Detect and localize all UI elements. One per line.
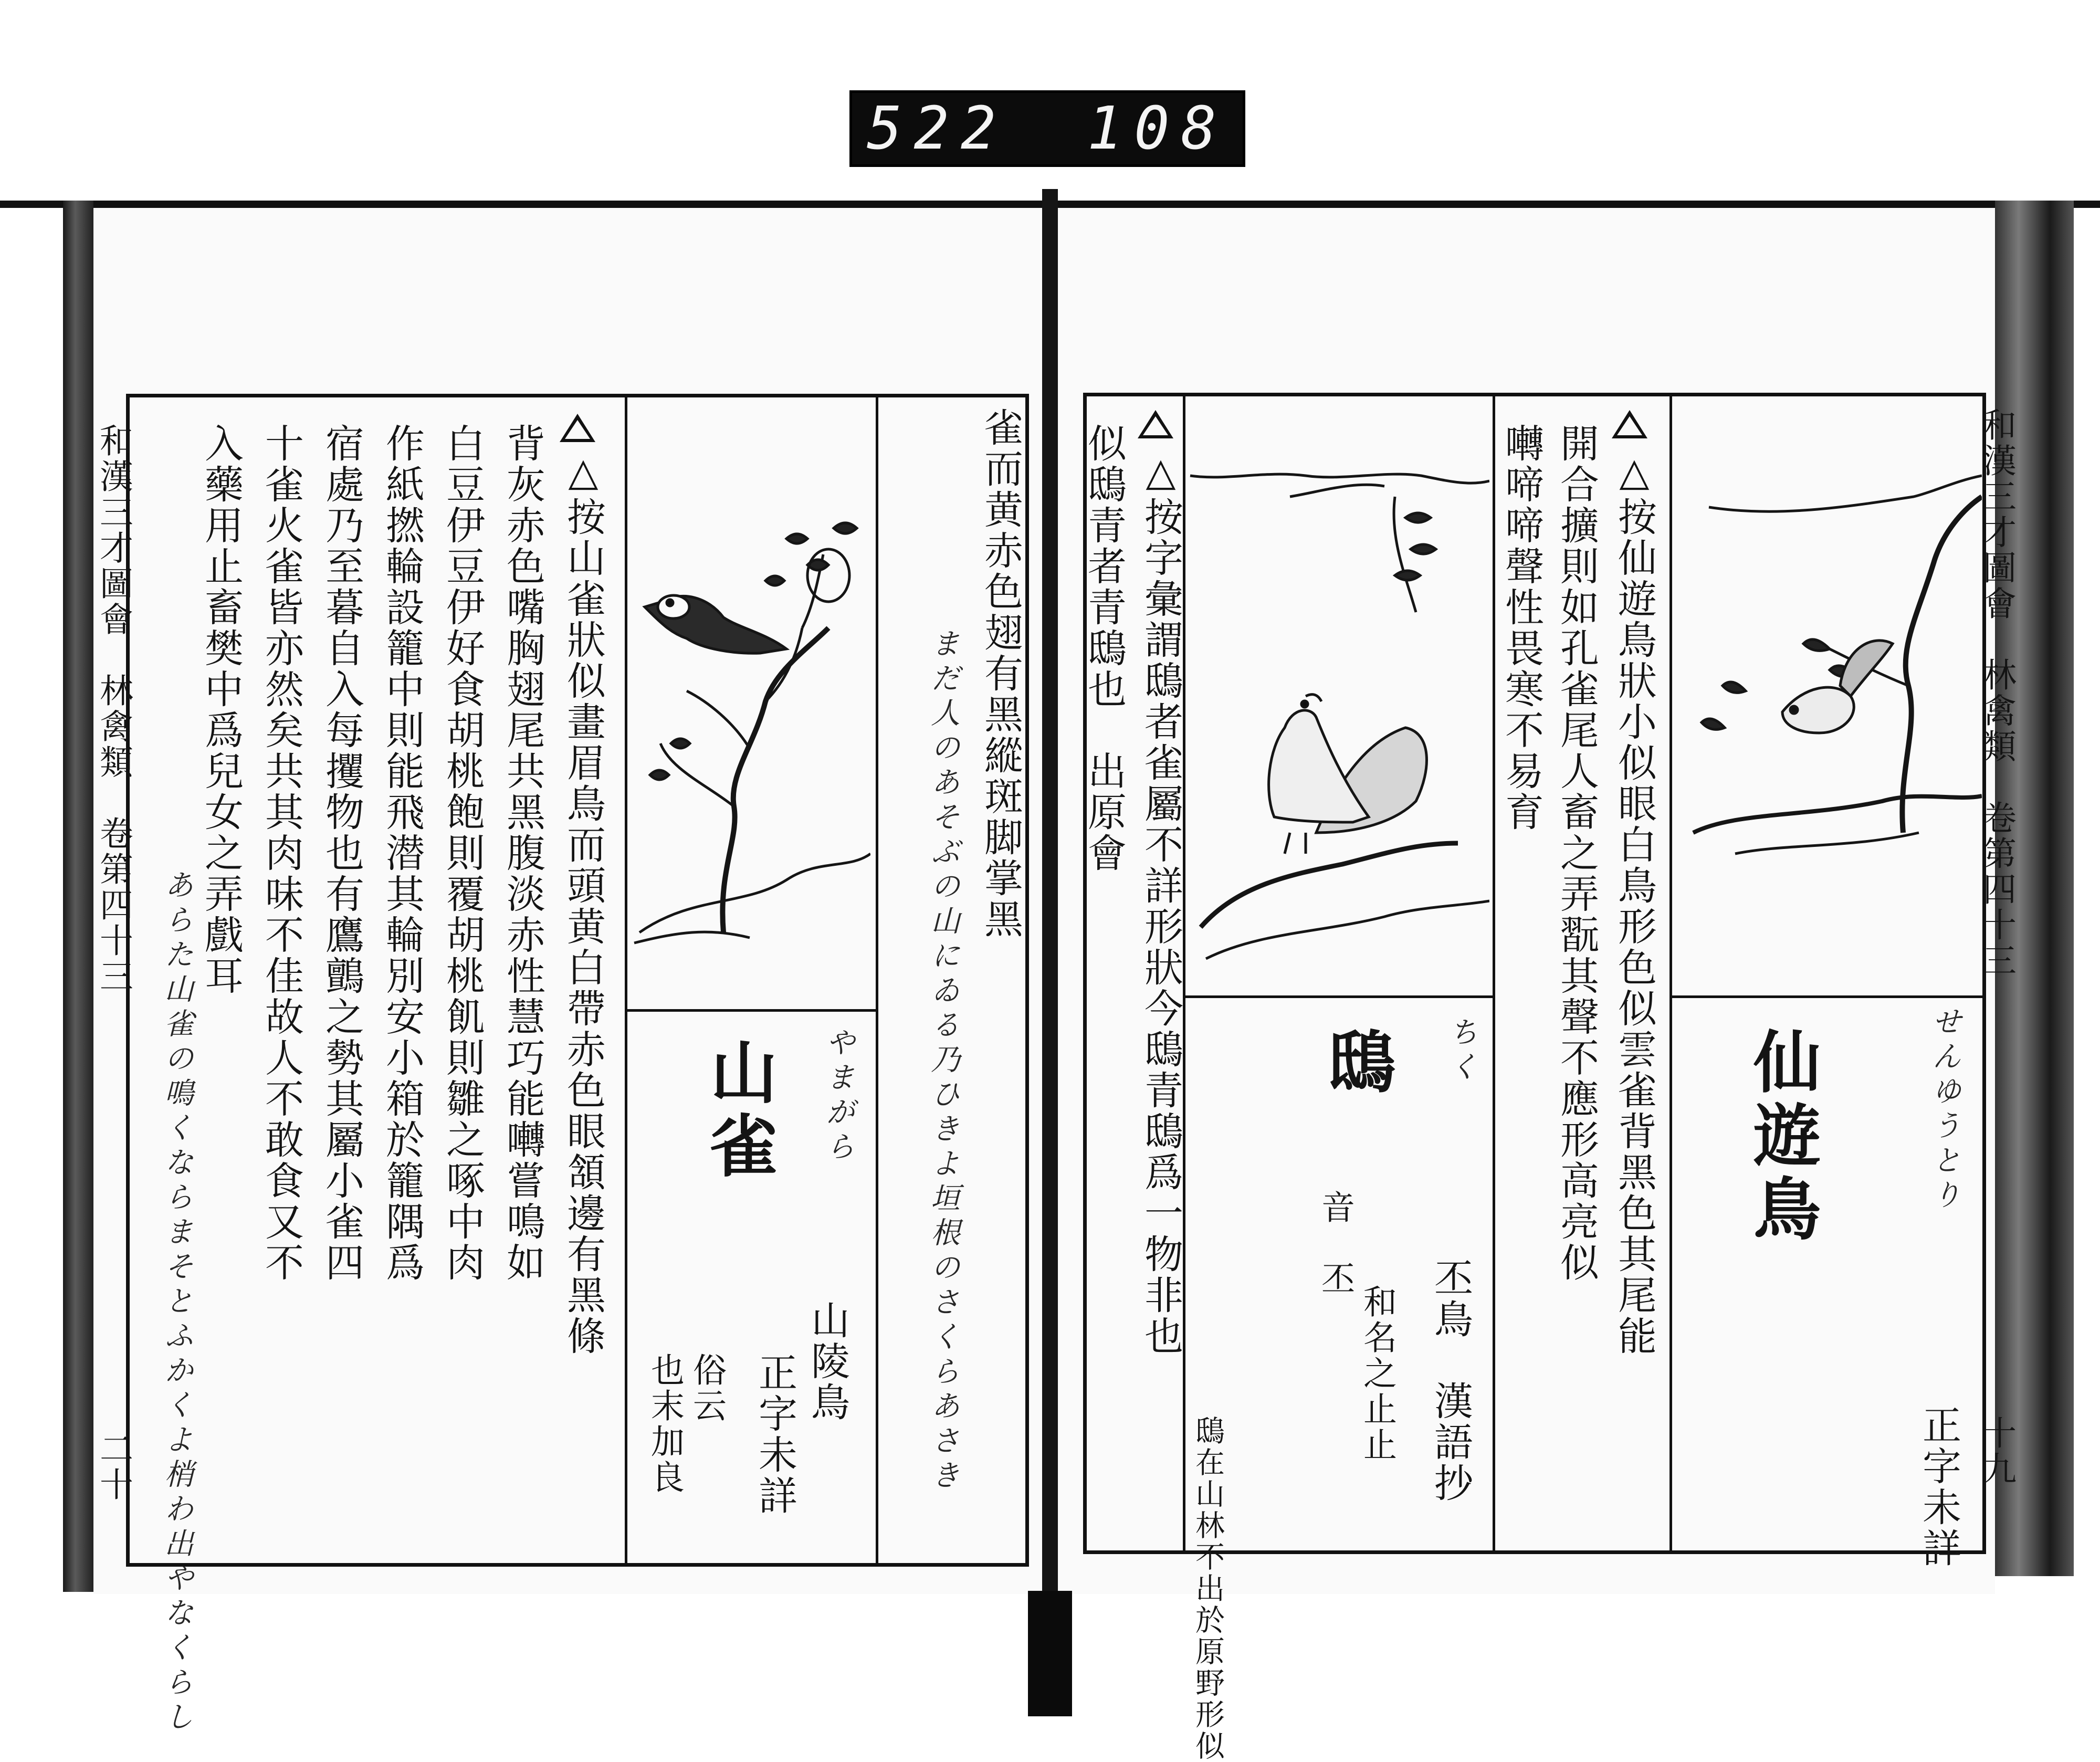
yamagara-common-name: 也末加良 (645, 1352, 684, 1495)
left-illustration-divider (876, 397, 878, 1565)
right-folio: 十九 (1977, 1415, 2016, 1487)
yamagara-desc-7: 入藥用止畜樊中爲兒女之弄戲耳 (198, 423, 244, 997)
yamagara-desc-4: 作紙撚輪設籠中則能飛潜其輪別安小箱於籠隅爲 (380, 423, 425, 1283)
yamagara-poem-left: あらた山雀の鳴くならまそとふかくよ梢わ出やなくらし (160, 869, 194, 1736)
yamagara-common-name-prefix: 俗云 (687, 1352, 726, 1424)
right-page (1058, 208, 2016, 1762)
yamagara-illustration (629, 407, 870, 1006)
yamagara-desc-3: 白豆伊豆伊好食胡桃飽則覆胡桃飢則雛之啄中肉 (440, 423, 485, 1283)
left-margin-column: 和漢三才圖會 林禽類 卷第四十三 (94, 423, 133, 994)
yamagara-poem-right: まだ人のあそぶの山にゐる乃ひきよ垣根のさくらあさき (926, 628, 960, 1494)
senyu-illustration (1672, 402, 1982, 990)
yamagara-desc-6: 十雀火雀皆亦然矣共其肉味不佳故人不敢食又不 (259, 423, 304, 1283)
chiku-desc-2: 似鴟青者青鴟也 出原會 (1082, 423, 1127, 874)
chiku-desc-1: △按字彙謂鴟者雀屬不詳形狀今鴟青鴟爲一物非也 (1138, 449, 1183, 1357)
chiku-wamyo-reading: 和名之止止 (1358, 1284, 1396, 1463)
senyu-char-note: 正字未詳 (1916, 1405, 1961, 1569)
chiku-reading: ちく (1444, 1016, 1478, 1086)
yamagara-desc-5: 宿處乃至暮自入每攫物也有鷹鸇之勢其屬小雀四 (319, 423, 364, 1283)
archive-left-number: 522 (867, 95, 1008, 163)
archive-right-number: 108 (1087, 95, 1228, 163)
yamagara-char-note: 正字未詳 (752, 1352, 797, 1516)
senyu-title: 仙遊鳥 (1742, 1027, 1821, 1247)
yamagara-desc-1: △按山雀狀似畫眉鳥而頭黄白帶赤色眼頷邊有黑條 (561, 449, 606, 1357)
senyu-desc-3: 囀啼啼聲性畏寒不易育 (1499, 423, 1544, 833)
yamagara-reading: やまがら (821, 1027, 855, 1166)
senyu-reading: せんゆうとり (1927, 1006, 1961, 1214)
senyu-entry-marker (1612, 410, 1647, 438)
chiku-illustration (1185, 402, 1489, 990)
right-chiku-floor (1183, 995, 1493, 998)
right-margin-column: 和漢三才圖會 林禽類 卷第四十三 (1977, 407, 2016, 979)
left-illustration-floor (625, 1009, 876, 1012)
yamagara-alias: 山陵鳥 (805, 1300, 850, 1423)
yamagara-entry-marker (560, 414, 595, 442)
yamagara-title: 山雀 (699, 1037, 778, 1184)
yamagara-desc-2: 背灰赤色嘴胸翅尾共黑腹淡赤性慧巧能囀嘗鳴如 (500, 423, 545, 1283)
chiku-desc-3: 鴟在山林不出於原野形似 (1191, 1415, 1225, 1762)
yamagara-caption: 雀而黄赤色翅有黑縱斑脚掌黑 (978, 407, 1023, 940)
right-mid-divider (1493, 396, 1495, 1552)
senyu-desc-2: 開合擴則如孔雀尾人畜之弄翫其聲不應形高亮似 (1554, 423, 1599, 1283)
chiku-title: 鴟 (1317, 1027, 1395, 1100)
chiku-entry-marker (1138, 410, 1173, 438)
archive-label (849, 90, 1245, 167)
left-text-divider (625, 397, 627, 1565)
left-page (93, 208, 1042, 1736)
book-spine (1042, 189, 1058, 1716)
chiku-wamyo-source: 丕鳥 漢語抄 (1428, 1258, 1473, 1504)
spine-foot (1028, 1591, 1072, 1716)
left-folio: 二十 (94, 1431, 133, 1503)
right-senyu-floor (1670, 995, 1984, 998)
senyu-desc-1: △按仙遊鳥狀小似眼白鳥形色似雲雀背黑色其尾能 (1612, 449, 1657, 1357)
chiku-pronunciation: 音 丕 (1316, 1190, 1354, 1297)
